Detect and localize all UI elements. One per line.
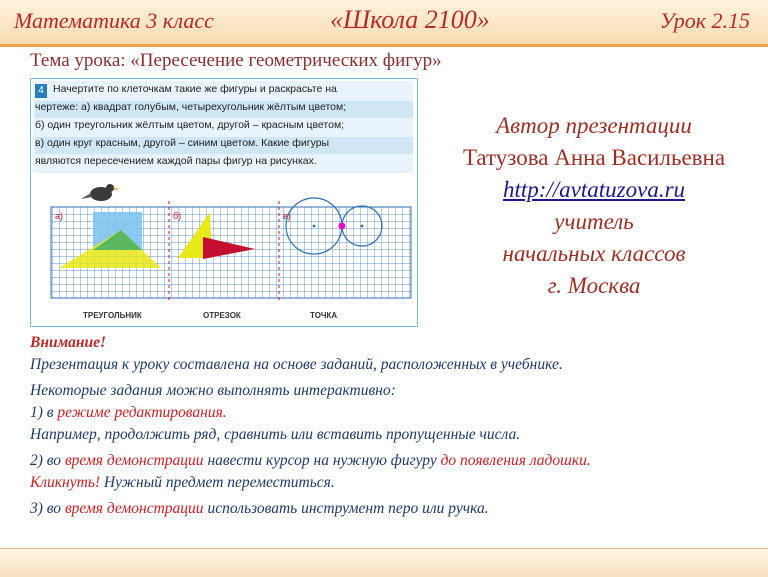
caption-segment: ОТРЕЗОК [203, 311, 241, 320]
note-line: Некоторые задания можно выполнять интерактивно: [30, 382, 396, 399]
note-highlight: время демонстрации [64, 500, 204, 517]
figures-drawing [31, 179, 417, 325]
lesson-topic: Тема урока: «Пересечение геометрических фигур» [30, 50, 442, 71]
caption-triangle: ТРЕУГОЛЬНИК [83, 311, 142, 320]
note-highlight: до появления ладошки. [440, 452, 591, 469]
note-line: Презентация к уроку составлена на основе заданий, расположенных в учебнике. [30, 356, 563, 373]
lesson-number: Урок 2.15 [659, 8, 750, 33]
panel-label-b: б) [173, 211, 182, 221]
note-line [30, 472, 750, 494]
author-block [434, 110, 754, 302]
note-text: 2) во [30, 452, 65, 469]
panel-label-a: а) [55, 211, 64, 221]
note-text: Нужный предмет переместиться. [100, 474, 335, 491]
author-role-2: начальных классов [502, 241, 686, 266]
note-line [30, 498, 750, 520]
task-text-box [33, 81, 413, 173]
bird-icon [81, 184, 120, 201]
note-text: 3) во [30, 500, 65, 517]
note-line: Например, продолжить ряд, сравнить или вставить пропущенные числа. [30, 426, 521, 443]
author-site-link[interactable]: http://avtatuzova.ru [502, 177, 686, 202]
note-text: навести курсор на нужную фигуру [203, 452, 441, 469]
task-line: чертеже: а) квадрат голубым, четырехугольник жёлтым цветом; [35, 101, 413, 118]
note-highlight: время демонстрации [64, 452, 204, 469]
footer-bar [0, 548, 768, 577]
intersection-point [339, 223, 346, 230]
attention-label: Внимание! [30, 334, 107, 351]
circle-center [313, 225, 316, 228]
header-bar [0, 0, 768, 44]
task-number-badge: 4 [35, 84, 47, 98]
note-text: 1) в [30, 404, 58, 421]
task-line: в) один круг красным, другой – синим цветом. Какие фигуры [35, 137, 413, 154]
circle-center [361, 225, 364, 228]
author-city: г. Москва [547, 273, 641, 298]
textbook-excerpt [30, 78, 418, 327]
author-role: учитель [554, 209, 634, 234]
author-heading: Автор презентации [496, 113, 692, 138]
subject-title: Математика 3 класс [14, 8, 214, 33]
header-divider [0, 44, 768, 47]
note-text: использовать инструмент перо или ручка. [203, 500, 489, 517]
author-name: Татузова Анна Васильевна [462, 145, 726, 170]
note-line [30, 402, 750, 424]
task-line: Начертите по клеточкам такие же фигуры и раскрасьте на [53, 83, 337, 95]
caption-point: ТОЧКА [310, 311, 338, 320]
task-line: являются пересечением каждой пары фигур на рисунках. [35, 155, 317, 167]
note-line [30, 450, 750, 472]
notes-block [30, 332, 750, 520]
task-line: б) один треугольник жёлтым цветом, другой – красным цветом; [35, 119, 345, 131]
note-highlight: Кликнуть! [30, 474, 101, 491]
panel-label-c: в) [283, 211, 291, 221]
note-highlight: режиме редактирования. [57, 404, 227, 421]
school-title: «Школа 2100» [330, 5, 490, 34]
